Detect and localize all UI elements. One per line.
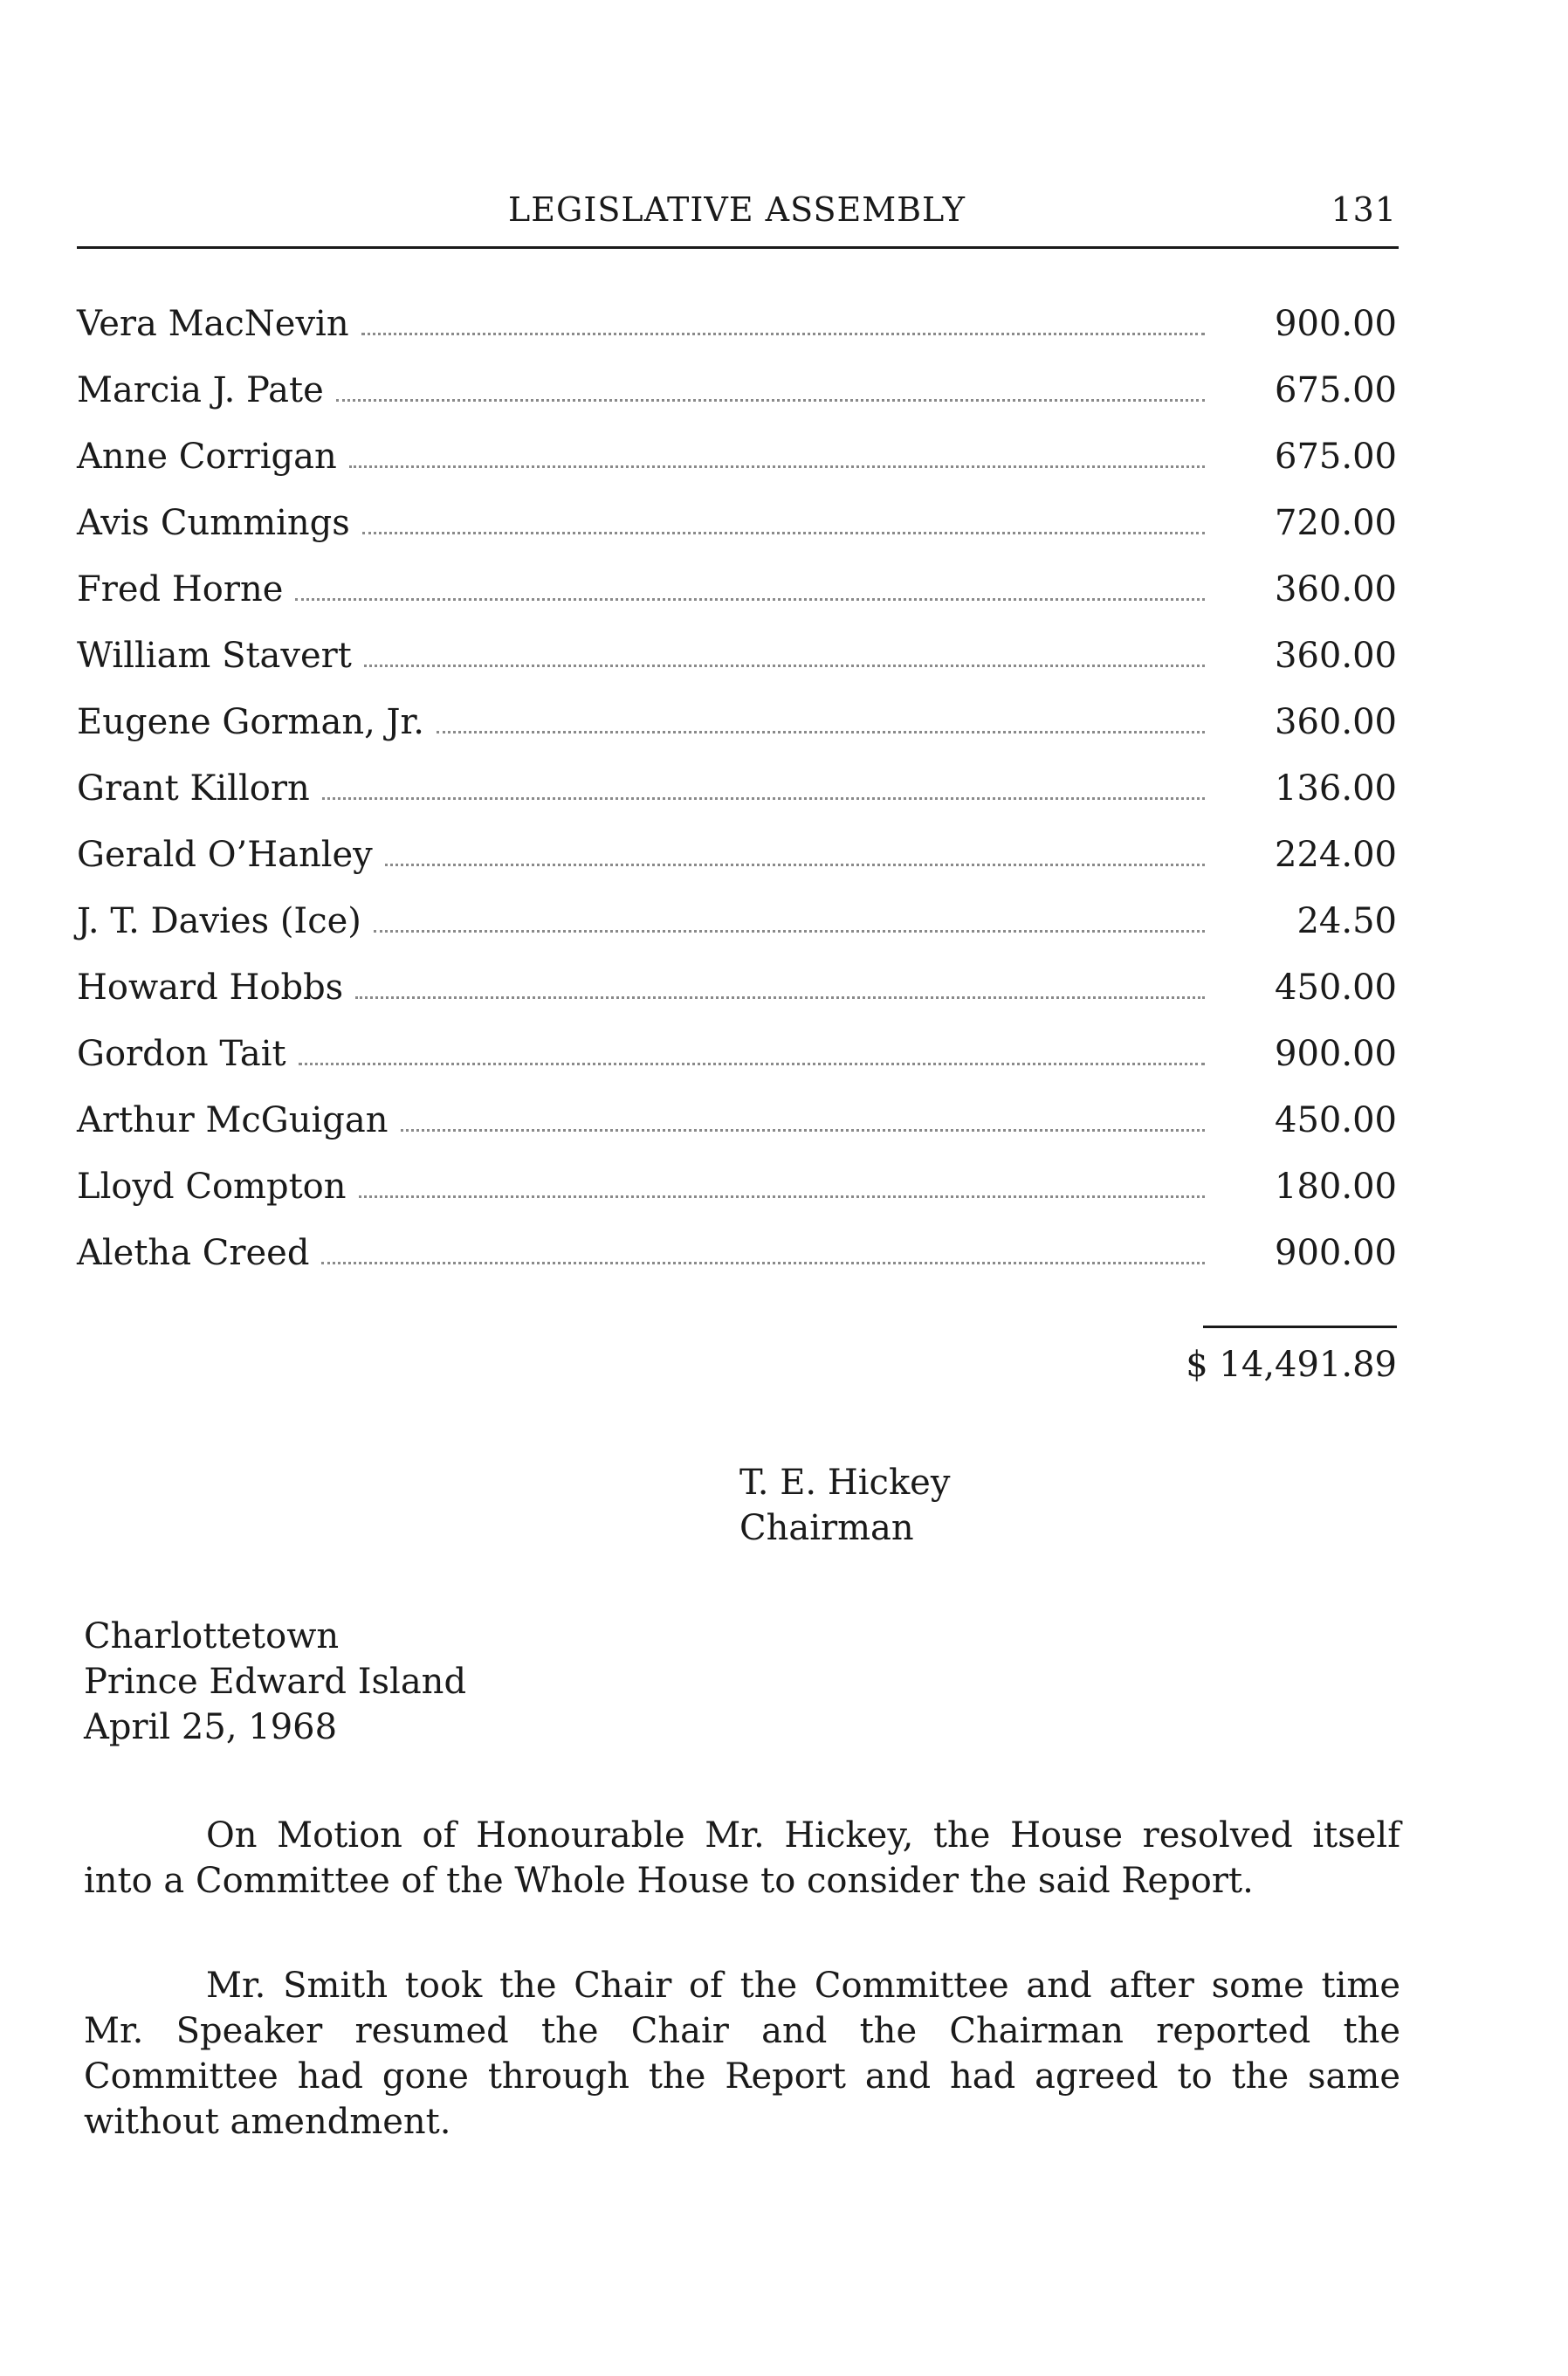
payment-amount: 24.50 bbox=[1296, 901, 1397, 941]
payment-list bbox=[77, 304, 1397, 1299]
payee-name: Eugene Gorman, Jr. bbox=[77, 702, 424, 742]
payment-amount: 675.00 bbox=[1275, 437, 1397, 477]
motion-paragraph: On Motion of Honourable Mr. Hickey, the House resolved itself into a Committee of the Whole House to consider the said Report. bbox=[84, 1815, 1400, 1901]
total-amount: $ 14,491.89 bbox=[1186, 1345, 1397, 1385]
payment-row bbox=[77, 968, 1397, 1034]
dot-leader bbox=[322, 797, 1205, 800]
payee-name: William Stavert bbox=[77, 636, 352, 676]
payment-row bbox=[77, 1167, 1397, 1233]
payee-name: Gerald O’Hanley bbox=[77, 835, 373, 875]
payee-name: Grant Killorn bbox=[77, 768, 310, 809]
payee-name: Vera MacNevin bbox=[77, 304, 349, 344]
payment-row bbox=[77, 901, 1397, 968]
payment-row bbox=[77, 569, 1397, 636]
dot-leader bbox=[321, 1262, 1205, 1264]
payee-name: Aletha Creed bbox=[77, 1233, 310, 1273]
payment-row bbox=[77, 1100, 1397, 1167]
dot-leader bbox=[355, 996, 1205, 999]
payment-amount: 180.00 bbox=[1275, 1167, 1397, 1207]
dot-leader bbox=[349, 465, 1205, 468]
place-city: Charlottetown bbox=[84, 1616, 340, 1656]
page-number: 131 bbox=[1331, 190, 1397, 229]
payee-name: Gordon Tait bbox=[77, 1034, 286, 1074]
dot-leader bbox=[336, 399, 1205, 402]
payee-name: Lloyd Compton bbox=[77, 1167, 347, 1207]
payee-name: Howard Hobbs bbox=[77, 968, 344, 1008]
payee-name: Anne Corrigan bbox=[77, 437, 337, 477]
payment-amount: 720.00 bbox=[1275, 503, 1397, 543]
payee-name: Fred Horne bbox=[77, 569, 284, 609]
payment-amount: 450.00 bbox=[1275, 1100, 1397, 1140]
payment-amount: 136.00 bbox=[1275, 768, 1397, 809]
payment-amount: 360.00 bbox=[1275, 702, 1397, 742]
payment-row bbox=[77, 1233, 1397, 1299]
dot-leader bbox=[374, 930, 1205, 933]
payment-row bbox=[77, 768, 1397, 835]
dot-leader bbox=[437, 731, 1205, 733]
place-date-block bbox=[84, 1614, 466, 1750]
payment-row bbox=[77, 503, 1397, 569]
dot-leader bbox=[299, 1063, 1205, 1065]
payment-amount: 900.00 bbox=[1275, 304, 1397, 344]
payee-name: Arthur McGuigan bbox=[77, 1100, 389, 1140]
signature-name: T. E. Hickey bbox=[739, 1463, 951, 1503]
payment-amount: 900.00 bbox=[1275, 1233, 1397, 1273]
dot-leader bbox=[401, 1129, 1205, 1132]
payment-amount: 360.00 bbox=[1275, 636, 1397, 676]
dot-leader bbox=[364, 665, 1205, 667]
place-date: April 25, 1968 bbox=[84, 1707, 338, 1747]
payment-amount: 360.00 bbox=[1275, 569, 1397, 609]
payee-name: J. T. Davies (Ice) bbox=[77, 901, 361, 941]
committee-paragraph: Mr. Smith took the Chair of the Committee and after some time Mr. Speaker resumed the Chair and the Chairman reported the Committee had gone through the Report and had agreed to the same without amendment. bbox=[84, 1966, 1400, 2142]
signature-block bbox=[739, 1460, 950, 1551]
payment-amount: 224.00 bbox=[1275, 835, 1397, 875]
payment-amount: 450.00 bbox=[1275, 968, 1397, 1008]
payment-row bbox=[77, 702, 1397, 768]
payment-row bbox=[77, 636, 1397, 702]
payment-row bbox=[77, 437, 1397, 503]
dot-leader bbox=[295, 598, 1205, 601]
page-header bbox=[77, 190, 1397, 243]
dot-leader bbox=[385, 864, 1205, 866]
page-title: LEGISLATIVE ASSEMBLY bbox=[508, 190, 966, 229]
payment-row bbox=[77, 370, 1397, 437]
dot-leader bbox=[361, 333, 1205, 335]
payee-name: Marcia J. Pate bbox=[77, 370, 324, 410]
dot-leader bbox=[362, 532, 1205, 534]
payment-amount: 900.00 bbox=[1275, 1034, 1397, 1074]
payment-row bbox=[77, 1034, 1397, 1100]
payment-row bbox=[77, 304, 1397, 370]
total-rule bbox=[1203, 1326, 1397, 1328]
dot-leader bbox=[359, 1195, 1206, 1198]
signature-title: Chairman bbox=[739, 1508, 914, 1548]
payment-row bbox=[77, 835, 1397, 901]
header-rule bbox=[77, 246, 1399, 249]
payee-name: Avis Cummings bbox=[77, 503, 350, 543]
payment-amount: 675.00 bbox=[1275, 370, 1397, 410]
place-province: Prince Edward Island bbox=[84, 1662, 467, 1702]
